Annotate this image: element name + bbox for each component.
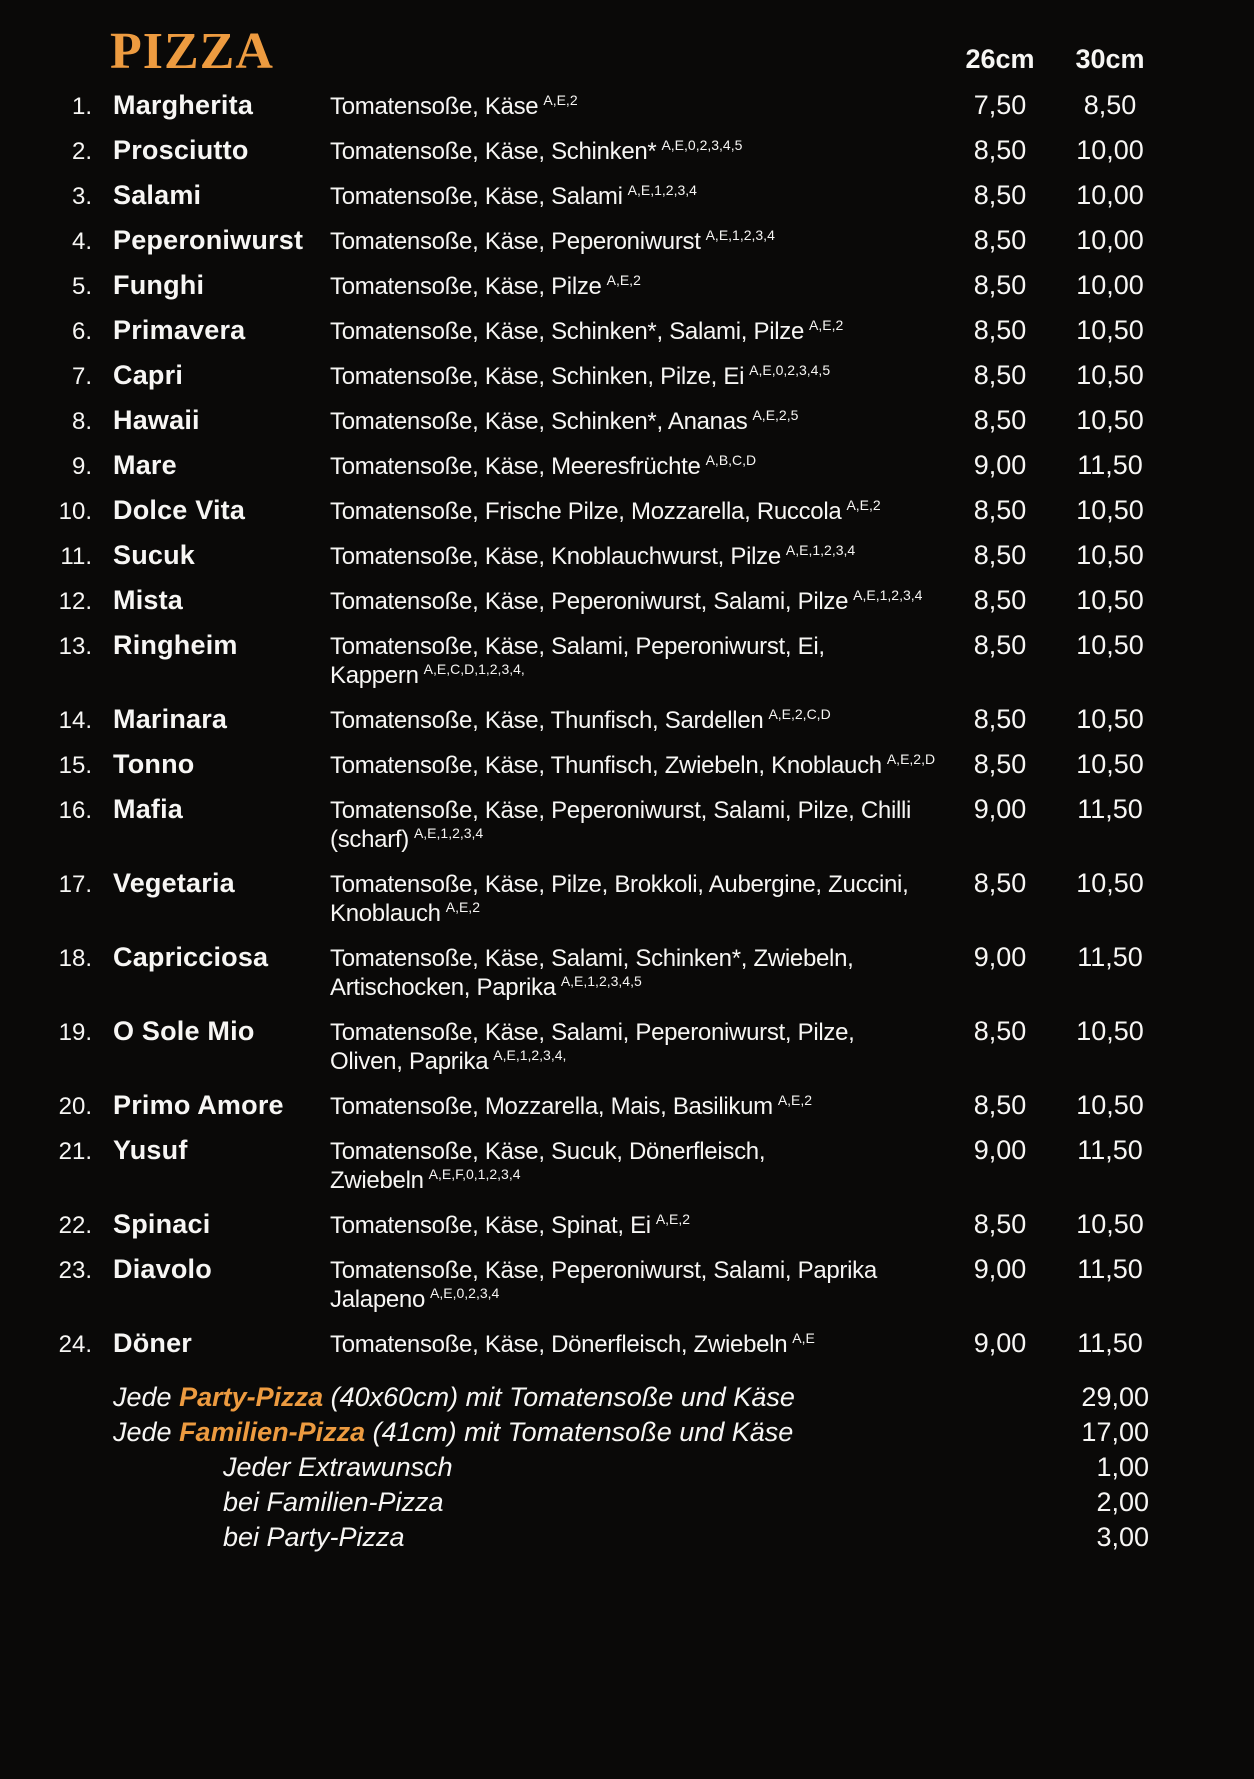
footer-text-suffix: (40x60cm) mit Tomatensoße und Käse xyxy=(323,1382,795,1412)
allergen-codes: A,E,2 xyxy=(777,1091,813,1108)
item-description xyxy=(330,452,945,481)
item-name: Mare xyxy=(113,449,177,480)
item-description xyxy=(330,1211,945,1240)
title-cell xyxy=(0,24,945,80)
allergen-codes: A,E,2 xyxy=(543,91,578,108)
price-26cm: 8,50 xyxy=(973,494,1027,525)
description-line: Tomatensoße, Käse, Schinken, Pilze, Ei xyxy=(330,362,745,390)
item-description xyxy=(330,1137,945,1195)
item-name: Peperoniwurst xyxy=(113,224,304,255)
price-30cm: 10,50 xyxy=(1076,539,1144,570)
price-26cm: 9,00 xyxy=(973,941,1027,972)
price-26cm: 8,50 xyxy=(973,404,1027,435)
description-line: Tomatensoße, Käse, Schinken*, Ananas xyxy=(330,407,748,435)
description-line: Tomatensoße, Käse, Peperoniwurst, Salami, Paprika xyxy=(330,1256,877,1284)
menu-item-row xyxy=(0,488,1254,533)
allergen-codes: A,E,0,2,3,4,5 xyxy=(749,361,831,378)
item-number: 14. xyxy=(58,706,92,734)
menu-item-row xyxy=(0,787,1254,861)
item-number: 5. xyxy=(71,272,92,300)
item-number: 16. xyxy=(58,796,92,824)
menu-item-row xyxy=(0,623,1254,697)
allergen-codes: A,E,1,2,3,4 xyxy=(627,181,697,198)
item-number: 22. xyxy=(58,1211,92,1239)
allergen-codes: A,E,0,2,3,4 xyxy=(430,1284,500,1301)
item-name: Mista xyxy=(113,584,184,615)
footer-text-prefix: Jede xyxy=(113,1417,180,1447)
item-description xyxy=(330,706,945,735)
price-26cm: 9,00 xyxy=(973,1327,1027,1358)
description-line: Tomatensoße, Käse, Salami, Peperoniwurst, Ei, xyxy=(330,632,825,660)
item-name: Capri xyxy=(113,359,184,390)
allergen-codes: A,E,1,2,3,4 xyxy=(785,541,856,558)
description-line: Tomatensoße, Käse, Dönerfleisch, Zwiebeln xyxy=(330,1330,788,1358)
price-26cm: 8,50 xyxy=(973,629,1027,660)
item-description xyxy=(330,944,945,1002)
item-description xyxy=(330,92,945,121)
price-26cm: 8,50 xyxy=(973,224,1027,255)
footer-text-prefix: Jede xyxy=(113,1382,180,1412)
allergen-codes: A,E,2,5 xyxy=(752,406,799,423)
price-26cm: 9,00 xyxy=(973,793,1027,824)
item-name: Ringheim xyxy=(113,629,238,660)
item-name: O Sole Mio xyxy=(113,1015,255,1046)
price-26cm: 8,50 xyxy=(973,359,1027,390)
item-number: 7. xyxy=(71,362,92,390)
item-description xyxy=(330,317,945,346)
menu-item-row xyxy=(0,1128,1254,1202)
footer-row xyxy=(0,1415,1254,1450)
item-name: Capricciosa xyxy=(113,941,269,972)
price-30cm: 10,00 xyxy=(1076,224,1144,255)
item-number: 15. xyxy=(58,751,92,779)
menu-item-row xyxy=(0,173,1254,218)
item-name: Dolce Vita xyxy=(113,494,246,525)
item-name: Diavolo xyxy=(113,1253,212,1284)
price-30cm: 11,50 xyxy=(1077,793,1143,824)
menu-items xyxy=(0,83,1254,1366)
item-number: 13. xyxy=(58,632,92,660)
footer-text-prefix: Jeder Extrawunsch xyxy=(223,1452,453,1482)
price-30cm: 10,50 xyxy=(1076,1208,1144,1239)
item-description xyxy=(330,1092,945,1121)
item-description xyxy=(330,1256,945,1314)
menu-item-row xyxy=(0,697,1254,742)
item-description xyxy=(330,542,945,571)
allergen-codes: A,E,2 xyxy=(846,496,881,513)
item-number: 2. xyxy=(71,137,92,165)
menu-item-row xyxy=(0,398,1254,443)
item-number: 3. xyxy=(71,182,92,210)
price-30cm: 11,50 xyxy=(1077,1134,1143,1165)
item-name: Primavera xyxy=(113,314,246,345)
description-line: Tomatensoße, Käse, Schinken* xyxy=(330,137,657,165)
description-line: Tomatensoße, Käse, Thunfisch, Sardellen xyxy=(330,706,764,734)
price-30cm: 10,50 xyxy=(1076,748,1144,779)
price-30cm: 10,50 xyxy=(1076,1015,1144,1046)
footer-text xyxy=(0,1485,1055,1520)
description-line: Tomatensoße, Käse, Peperoniwurst, Salami, Pilze xyxy=(330,587,849,615)
footer-highlight: Familien-Pizza xyxy=(179,1417,366,1447)
description-line: Tomatensoße, Mozzarella, Mais, Basilikum xyxy=(330,1092,773,1120)
item-description xyxy=(330,751,945,780)
footer-text xyxy=(0,1450,1055,1485)
menu-item-row xyxy=(0,83,1254,128)
allergen-codes: A,E,2 xyxy=(809,316,844,333)
price-30cm: 10,00 xyxy=(1076,179,1144,210)
menu-item-row xyxy=(0,935,1254,1009)
item-description xyxy=(330,587,945,616)
allergen-codes: A,E,F,0,1,2,3,4 xyxy=(428,1165,521,1182)
item-name: Tonno xyxy=(113,748,195,779)
price-26cm: 9,00 xyxy=(973,1134,1027,1165)
price-26cm: 8,50 xyxy=(973,584,1027,615)
item-name: Primo Amore xyxy=(113,1089,284,1120)
footer-price: 29,00 xyxy=(1081,1382,1149,1412)
price-30cm: 10,50 xyxy=(1076,584,1144,615)
description-line: Tomatensoße, Käse, Pilze, Brokkoli, Aubergine, Zuccini, xyxy=(330,870,909,898)
menu-item-row xyxy=(0,1009,1254,1083)
description-line: Tomatensoße, Käse xyxy=(330,92,539,120)
description-line: Zwiebeln xyxy=(330,1166,424,1194)
item-description xyxy=(330,182,945,211)
allergen-codes: A,E,2 xyxy=(655,1210,691,1227)
price-30cm: 11,50 xyxy=(1077,941,1143,972)
item-name: Hawaii xyxy=(113,404,200,435)
price-26cm: 8,50 xyxy=(973,748,1027,779)
item-name: Yusuf xyxy=(113,1134,188,1165)
allergen-codes: A,E,1,2,3,4 xyxy=(413,824,484,841)
item-name: Sucuk xyxy=(113,539,196,570)
price-30cm: 8,50 xyxy=(1083,89,1137,120)
menu-item-row xyxy=(0,742,1254,787)
price-26cm: 8,50 xyxy=(973,1208,1027,1239)
menu-item-row xyxy=(0,353,1254,398)
item-description xyxy=(330,227,945,256)
allergen-codes: A,B,C,D xyxy=(705,451,757,468)
description-line: Tomatensoße, Käse, Knoblauchwurst, Pilze xyxy=(330,542,781,570)
item-description xyxy=(330,1018,945,1076)
item-name: Prosciutto xyxy=(113,134,249,165)
allergen-codes: A,E,C,D,1,2,3,4, xyxy=(423,660,525,677)
allergen-codes: A,E,2 xyxy=(445,898,480,915)
footer-price: 3,00 xyxy=(1096,1522,1149,1552)
footer-price: 2,00 xyxy=(1096,1487,1149,1517)
price-30cm: 10,50 xyxy=(1076,494,1144,525)
footer-row xyxy=(0,1380,1254,1415)
size-header-26cm: 26cm xyxy=(965,44,1035,74)
item-number: 6. xyxy=(71,317,92,345)
price-26cm: 8,50 xyxy=(973,179,1027,210)
allergen-codes: A,E,0,2,3,4,5 xyxy=(661,136,743,153)
price-26cm: 8,50 xyxy=(973,703,1027,734)
description-line: Knoblauch xyxy=(330,899,441,927)
price-30cm: 10,50 xyxy=(1076,703,1144,734)
menu-item-row xyxy=(0,128,1254,173)
page-title: PIZZA xyxy=(110,23,274,80)
description-line: Tomatensoße, Käse, Salami, Schinken*, Zwiebeln, xyxy=(330,944,854,972)
price-30cm: 11,50 xyxy=(1077,449,1143,480)
price-26cm: 9,00 xyxy=(973,449,1027,480)
size-header-30cm: 30cm xyxy=(1075,44,1145,74)
item-description xyxy=(330,137,945,166)
item-number: 12. xyxy=(58,587,92,615)
description-line: (scharf) xyxy=(330,825,409,853)
footer-text xyxy=(0,1380,1055,1415)
menu-item-row xyxy=(0,263,1254,308)
description-line: Tomatensoße, Käse, Schinken*, Salami, Pilze xyxy=(330,317,805,345)
description-line: Tomatensoße, Käse, Sucuk, Dönerfleisch, xyxy=(330,1137,766,1165)
price-30cm: 10,50 xyxy=(1076,1089,1144,1120)
description-line: Kappern xyxy=(330,661,419,689)
item-number: 20. xyxy=(58,1092,92,1120)
item-number: 1. xyxy=(71,92,92,120)
menu-item-row xyxy=(0,1321,1254,1366)
price-30cm: 11,50 xyxy=(1077,1327,1143,1358)
footer-text-prefix: bei Party-Pizza xyxy=(223,1522,405,1552)
price-26cm: 8,50 xyxy=(973,134,1027,165)
description-line: Tomatensoße, Käse, Salami xyxy=(330,182,623,210)
description-line: Tomatensoße, Käse, Peperoniwurst, Salami, Pilze, Chilli xyxy=(330,796,912,824)
item-number: 18. xyxy=(58,944,92,972)
allergen-codes: A,E,1,2,3,4,5 xyxy=(560,972,642,989)
price-26cm: 8,50 xyxy=(973,867,1027,898)
footer-text-prefix: bei Familien-Pizza xyxy=(223,1487,444,1517)
item-name: Marinara xyxy=(113,703,228,734)
description-line: Tomatensoße, Käse, Salami, Peperoniwurst, Pilze, xyxy=(330,1018,855,1046)
price-30cm: 11,50 xyxy=(1077,1253,1143,1284)
item-name: Salami xyxy=(113,179,202,210)
description-line: Tomatensoße, Käse, Thunfisch, Zwiebeln, Knoblauch xyxy=(330,751,882,779)
allergen-codes: A,E,1,2,3,4 xyxy=(853,586,923,603)
item-name: Spinaci xyxy=(113,1208,211,1239)
price-26cm: 9,00 xyxy=(973,1253,1027,1284)
item-number: 4. xyxy=(71,227,92,255)
price-30cm: 10,50 xyxy=(1076,629,1144,660)
footer-price: 1,00 xyxy=(1096,1452,1149,1482)
description-line: Artischocken, Paprika xyxy=(330,973,556,1001)
footer-highlight: Party-Pizza xyxy=(179,1382,324,1412)
item-number: 10. xyxy=(58,497,92,525)
menu-item-row xyxy=(0,1202,1254,1247)
price-26cm: 8,50 xyxy=(973,539,1027,570)
item-name: Vegetaria xyxy=(113,867,235,898)
item-description xyxy=(330,632,945,690)
item-number: 21. xyxy=(58,1137,92,1165)
item-description xyxy=(330,870,945,928)
item-description xyxy=(330,497,945,526)
allergen-codes: A,E,2,D xyxy=(886,750,936,767)
item-name: Mafia xyxy=(113,793,184,824)
description-line: Tomatensoße, Käse, Spinat, Ei xyxy=(330,1211,651,1239)
menu-item-row xyxy=(0,1083,1254,1128)
price-30cm: 10,50 xyxy=(1076,314,1144,345)
allergen-codes: A,E,1,2,3,4, xyxy=(493,1046,567,1063)
description-line: Oliven, Paprika xyxy=(330,1047,489,1075)
item-name: Döner xyxy=(113,1327,193,1358)
allergen-codes: A,E,2 xyxy=(606,271,641,288)
price-26cm: 7,50 xyxy=(973,89,1027,120)
menu-item-row xyxy=(0,1247,1254,1321)
item-description xyxy=(330,272,945,301)
item-description xyxy=(330,1330,945,1359)
item-number: 19. xyxy=(58,1018,92,1046)
description-line: Tomatensoße, Käse, Pilze xyxy=(330,272,602,300)
item-description xyxy=(330,407,945,436)
footer-text xyxy=(0,1415,1055,1450)
footer-text-suffix: (41cm) mit Tomatensoße und Käse xyxy=(365,1417,794,1447)
menu-header xyxy=(0,0,1254,80)
price-30cm: 10,50 xyxy=(1076,867,1144,898)
price-26cm: 8,50 xyxy=(973,314,1027,345)
menu-item-row xyxy=(0,533,1254,578)
item-number: 23. xyxy=(58,1256,92,1284)
item-number: 24. xyxy=(58,1330,92,1358)
item-name: Margherita xyxy=(113,89,254,120)
price-30cm: 10,50 xyxy=(1076,359,1144,390)
item-description xyxy=(330,362,945,391)
item-number: 9. xyxy=(71,452,92,480)
price-30cm: 10,50 xyxy=(1076,404,1144,435)
menu-item-row xyxy=(0,861,1254,935)
item-name: Funghi xyxy=(113,269,205,300)
description-line: Tomatensoße, Frische Pilze, Mozzarella, Ruccola xyxy=(330,497,842,525)
price-26cm: 8,50 xyxy=(973,1015,1027,1046)
menu-item-row xyxy=(0,218,1254,263)
menu-item-row xyxy=(0,308,1254,353)
description-line: Tomatensoße, Käse, Peperoniwurst xyxy=(330,227,701,255)
item-number: 8. xyxy=(71,407,92,435)
allergen-codes: A,E xyxy=(792,1329,815,1346)
price-30cm: 10,00 xyxy=(1076,134,1144,165)
description-line: Jalapeno xyxy=(330,1285,426,1313)
footer-row xyxy=(0,1485,1254,1520)
allergen-codes: A,E,2,C,D xyxy=(768,705,831,722)
price-26cm: 8,50 xyxy=(973,269,1027,300)
description-line: Tomatensoße, Käse, Meeresfrüchte xyxy=(330,452,701,480)
price-26cm: 8,50 xyxy=(973,1089,1027,1120)
menu-item-row xyxy=(0,443,1254,488)
footer-text xyxy=(0,1520,1055,1555)
price-30cm: 10,00 xyxy=(1076,269,1144,300)
footer-row xyxy=(0,1450,1254,1485)
allergen-codes: A,E,1,2,3,4 xyxy=(705,226,775,243)
menu-item-row xyxy=(0,578,1254,623)
item-number: 11. xyxy=(60,542,92,570)
footer-row xyxy=(0,1520,1254,1555)
item-number: 17. xyxy=(58,870,92,898)
footer xyxy=(0,1380,1254,1555)
footer-price: 17,00 xyxy=(1081,1417,1149,1447)
item-description xyxy=(330,796,945,854)
